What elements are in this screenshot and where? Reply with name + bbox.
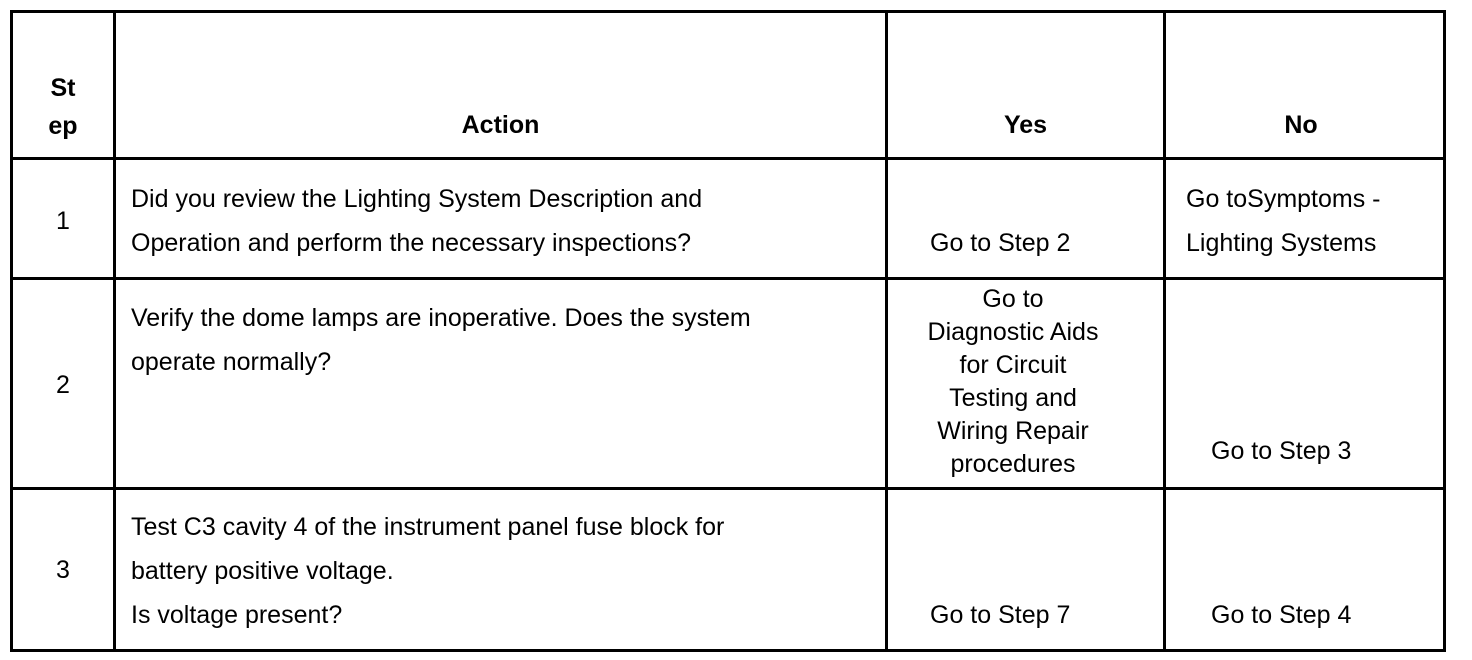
row-divider [13, 487, 1443, 490]
row-1-step: 1 [56, 207, 70, 235]
row-2-no: Go to Step 3 [1211, 437, 1352, 465]
row-3-yes: Go to Step 7 [930, 601, 1071, 629]
header-action: Action [461, 111, 540, 139]
diagnostic-table [10, 10, 1446, 652]
row-1-action: Did you review the Lighting System Description and Operation and perform the necessary inspections? [131, 185, 703, 257]
header-yes: Yes [1003, 111, 1048, 139]
row-3-action: Test C3 cavity 4 of the instrument panel fuse block for battery positive voltage. Is voltage present? [131, 513, 725, 629]
row-2-yes: Go to Diagnostic Aids for Circuit Testing and Wiring Repair procedures [927, 285, 1099, 478]
header-step: St ep [48, 74, 78, 140]
row-divider [13, 157, 1443, 160]
row-2-action: Verify the dome lamps are inoperative. Does the system operate normally? [131, 304, 751, 376]
row-1-no: Go toSymptoms - Lighting Systems [1186, 185, 1381, 257]
row-1-yes: Go to Step 2 [930, 229, 1071, 257]
row-3-no: Go to Step 4 [1211, 601, 1352, 629]
row-2-step: 2 [56, 371, 70, 399]
header-no: No [1284, 111, 1318, 139]
row-divider [13, 277, 1443, 280]
row-3-step: 3 [56, 556, 70, 584]
